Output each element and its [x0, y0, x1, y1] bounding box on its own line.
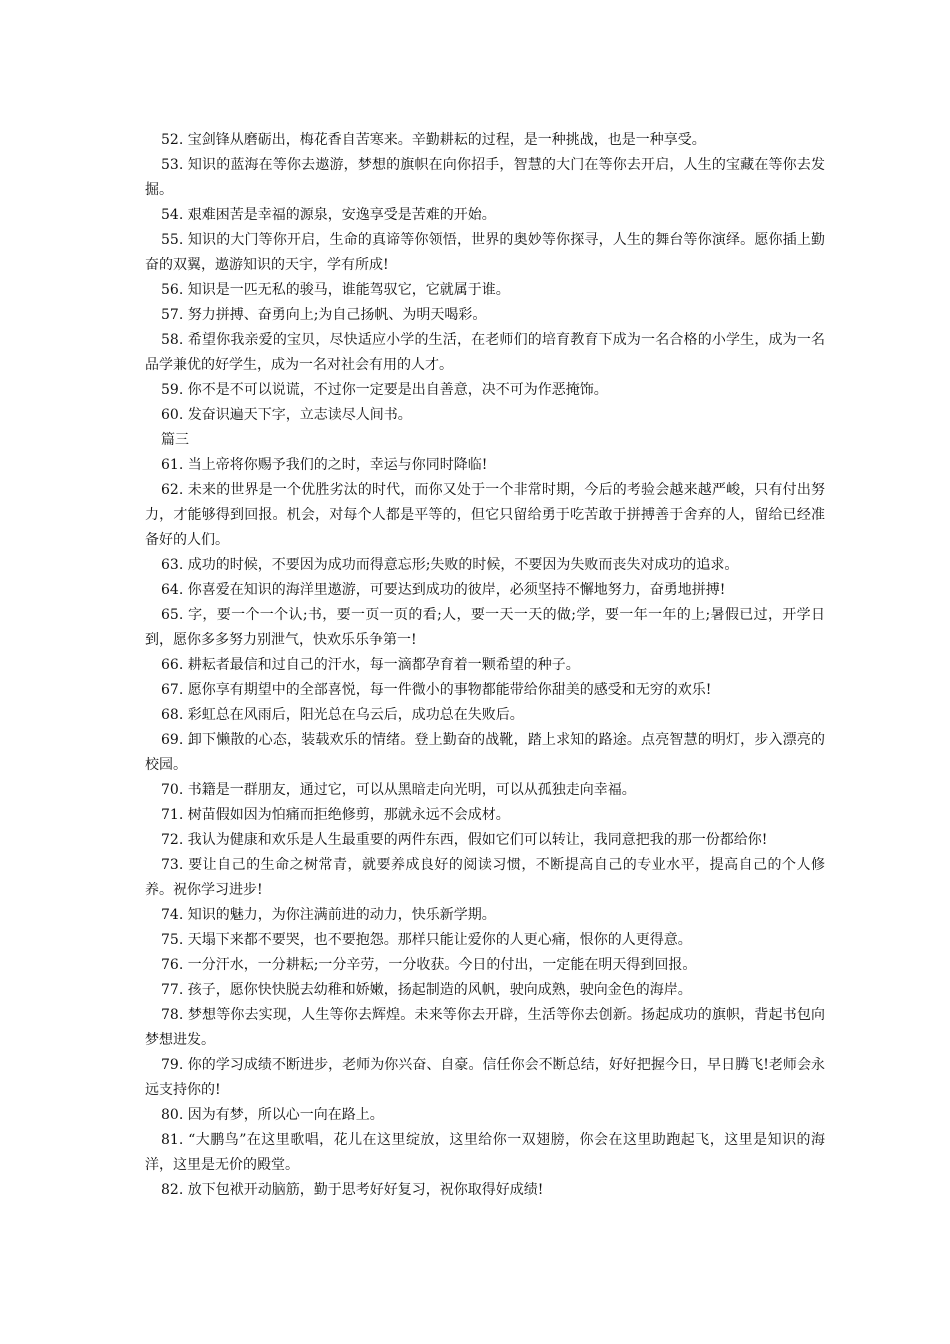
paragraph-61: 61. 当上帝将你赐予我们的之时，幸运与你同时降临!	[161, 457, 488, 473]
paragraph-56: 56. 知识是一匹无私的骏马，谁能驾驭它，它就属于谁。	[161, 282, 510, 298]
paragraph-72: 72. 我认为健康和欢乐是人生最重要的两件东西，假如它们可以转让，我同意把我的那一份都给你!	[161, 832, 768, 848]
paragraph-68: 68. 彩虹总在风雨后，阳光总在乌云后，成功总在失败后。	[161, 707, 524, 723]
paragraph-58: 58. 希望你我亲爱的宝贝，尽快适应小学的生活，在老师们的培育教育下成为一名合格的小学生，成为一名品学兼优的好学生，成为一名对社会有用的人才。	[145, 332, 825, 373]
paragraph-64: 64. 你喜爱在知识的海洋里遨游，可要达到成功的彼岸，必须坚持不懈地努力，奋勇地拼搏!	[161, 582, 726, 598]
paragraph-74: 74. 知识的魅力，为你注满前进的动力，快乐新学期。	[161, 907, 496, 923]
paragraph-75: 75. 天塌下来都不要哭，也不要抱怨。那样只能让爱你的人更心痛，恨你的人更得意。	[161, 932, 692, 948]
paragraph-55: 55. 知识的大门等你开启，生命的真谛等你领悟，世界的奥妙等你探寻，人生的舞台等你演绎。愿你插上勤奋的双翼，遨游知识的天宇，学有所成!	[145, 232, 825, 273]
paragraph-82: 82. 放下包袱开动脑筋，勤于思考好好复习，祝你取得好成绩!	[161, 1182, 544, 1198]
paragraph-77: 77. 孩子，愿你快快脱去幼稚和娇嫩，扬起制造的风帆，驶向成熟，驶向金色的海岸。	[161, 982, 692, 998]
paragraph-70: 70. 书籍是一群朋友，通过它，可以从黑暗走向光明，可以从孤独走向幸福。	[161, 782, 636, 798]
paragraph-59: 59. 你不是不可以说谎，不过你一定要是出自善意，决不可为作恶掩饰。	[161, 382, 608, 398]
section-heading: 篇三	[161, 432, 189, 448]
paragraph-62: 62. 未来的世界是一个优胜劣汰的时代，而你又处于一个非常时期，今后的考验会越来越严峻，只有付出努力，才能够得到回报。机会，对每个人都是平等的，但它只留给勇于吃苦敢于拼搏善于舍弃的人，留给已经准备好的人们。	[145, 482, 825, 548]
paragraph-54: 54. 艰难困苦是幸福的源泉，安逸享受是苦难的开始。	[161, 207, 496, 223]
paragraph-60: 60. 发奋识遍天下字，立志读尽人间书。	[161, 407, 412, 423]
paragraph-67: 67. 愿你享有期望中的全部喜悦，每一件微小的事物都能带给你甜美的感受和无穷的欢乐!	[161, 682, 712, 698]
paragraph-76: 76. 一分汗水，一分耕耘;一分辛劳，一分收获。今日的付出，一定能在明天得到回报。	[161, 957, 697, 973]
paragraph-65: 65. 字，要一个一个认;书，要一页一页的看;人，要一天一天的做;学，要一年一年的上;暑假已过，开学日到，愿你多多努力别泄气，快欢乐乐争第一!	[145, 607, 825, 648]
document-body	[145, 128, 825, 1203]
paragraph-73: 73. 要让自己的生命之树常青，就要养成良好的阅读习惯，不断提高自己的专业水平，提高自己的个人修养。祝你学习进步!	[145, 857, 825, 898]
paragraph-69: 69. 卸下懒散的心态，装载欢乐的情绪。登上勤奋的战靴，踏上求知的路途。点亮智慧的明灯，步入漂亮的校园。	[145, 732, 825, 773]
paragraph-63: 63. 成功的时候，不要因为成功而得意忘形;失败的时候，不要因为失败而丧失对成功的追求。	[161, 557, 739, 573]
paragraph-80: 80. 因为有梦，所以心一向在路上。	[161, 1107, 384, 1123]
paragraph-53: 53. 知识的蓝海在等你去遨游，梦想的旗帜在向你招手，智慧的大门在等你去开启，人生的宝藏在等你去发掘。	[145, 157, 825, 198]
paragraph-57: 57. 努力拼搏、奋勇向上;为自己扬帆、为明天喝彩。	[161, 307, 487, 323]
paragraph-66: 66. 耕耘者最信和过自己的汗水，每一滴都孕育着一颗希望的种子。	[161, 657, 580, 673]
paragraph-81: 81. “大鹏鸟”在这里歌唱，花儿在这里绽放，这里给你一双翅膀，你会在这里助跑起飞，这里是知识的海洋，这里是无价的殿堂。	[145, 1132, 825, 1173]
paragraph-79: 79. 你的学习成绩不断进步，老师为你兴奋、自豪。信任你会不断总结，好好把握今日，早日腾飞!老师会永远支持你的!	[145, 1057, 825, 1098]
paragraph-52: 52. 宝剑锋从磨砺出，梅花香自苦寒来。辛勤耕耘的过程，是一种挑战，也是一种享受。	[161, 132, 706, 148]
paragraph-78: 78. 梦想等你去实现，人生等你去辉煌。未来等你去开辟，生活等你去创新。扬起成功的旗帜，背起书包向梦想进发。	[145, 1007, 825, 1048]
paragraph-71: 71. 树苗假如因为怕痛而拒绝修剪，那就永远不会成材。	[161, 807, 510, 823]
